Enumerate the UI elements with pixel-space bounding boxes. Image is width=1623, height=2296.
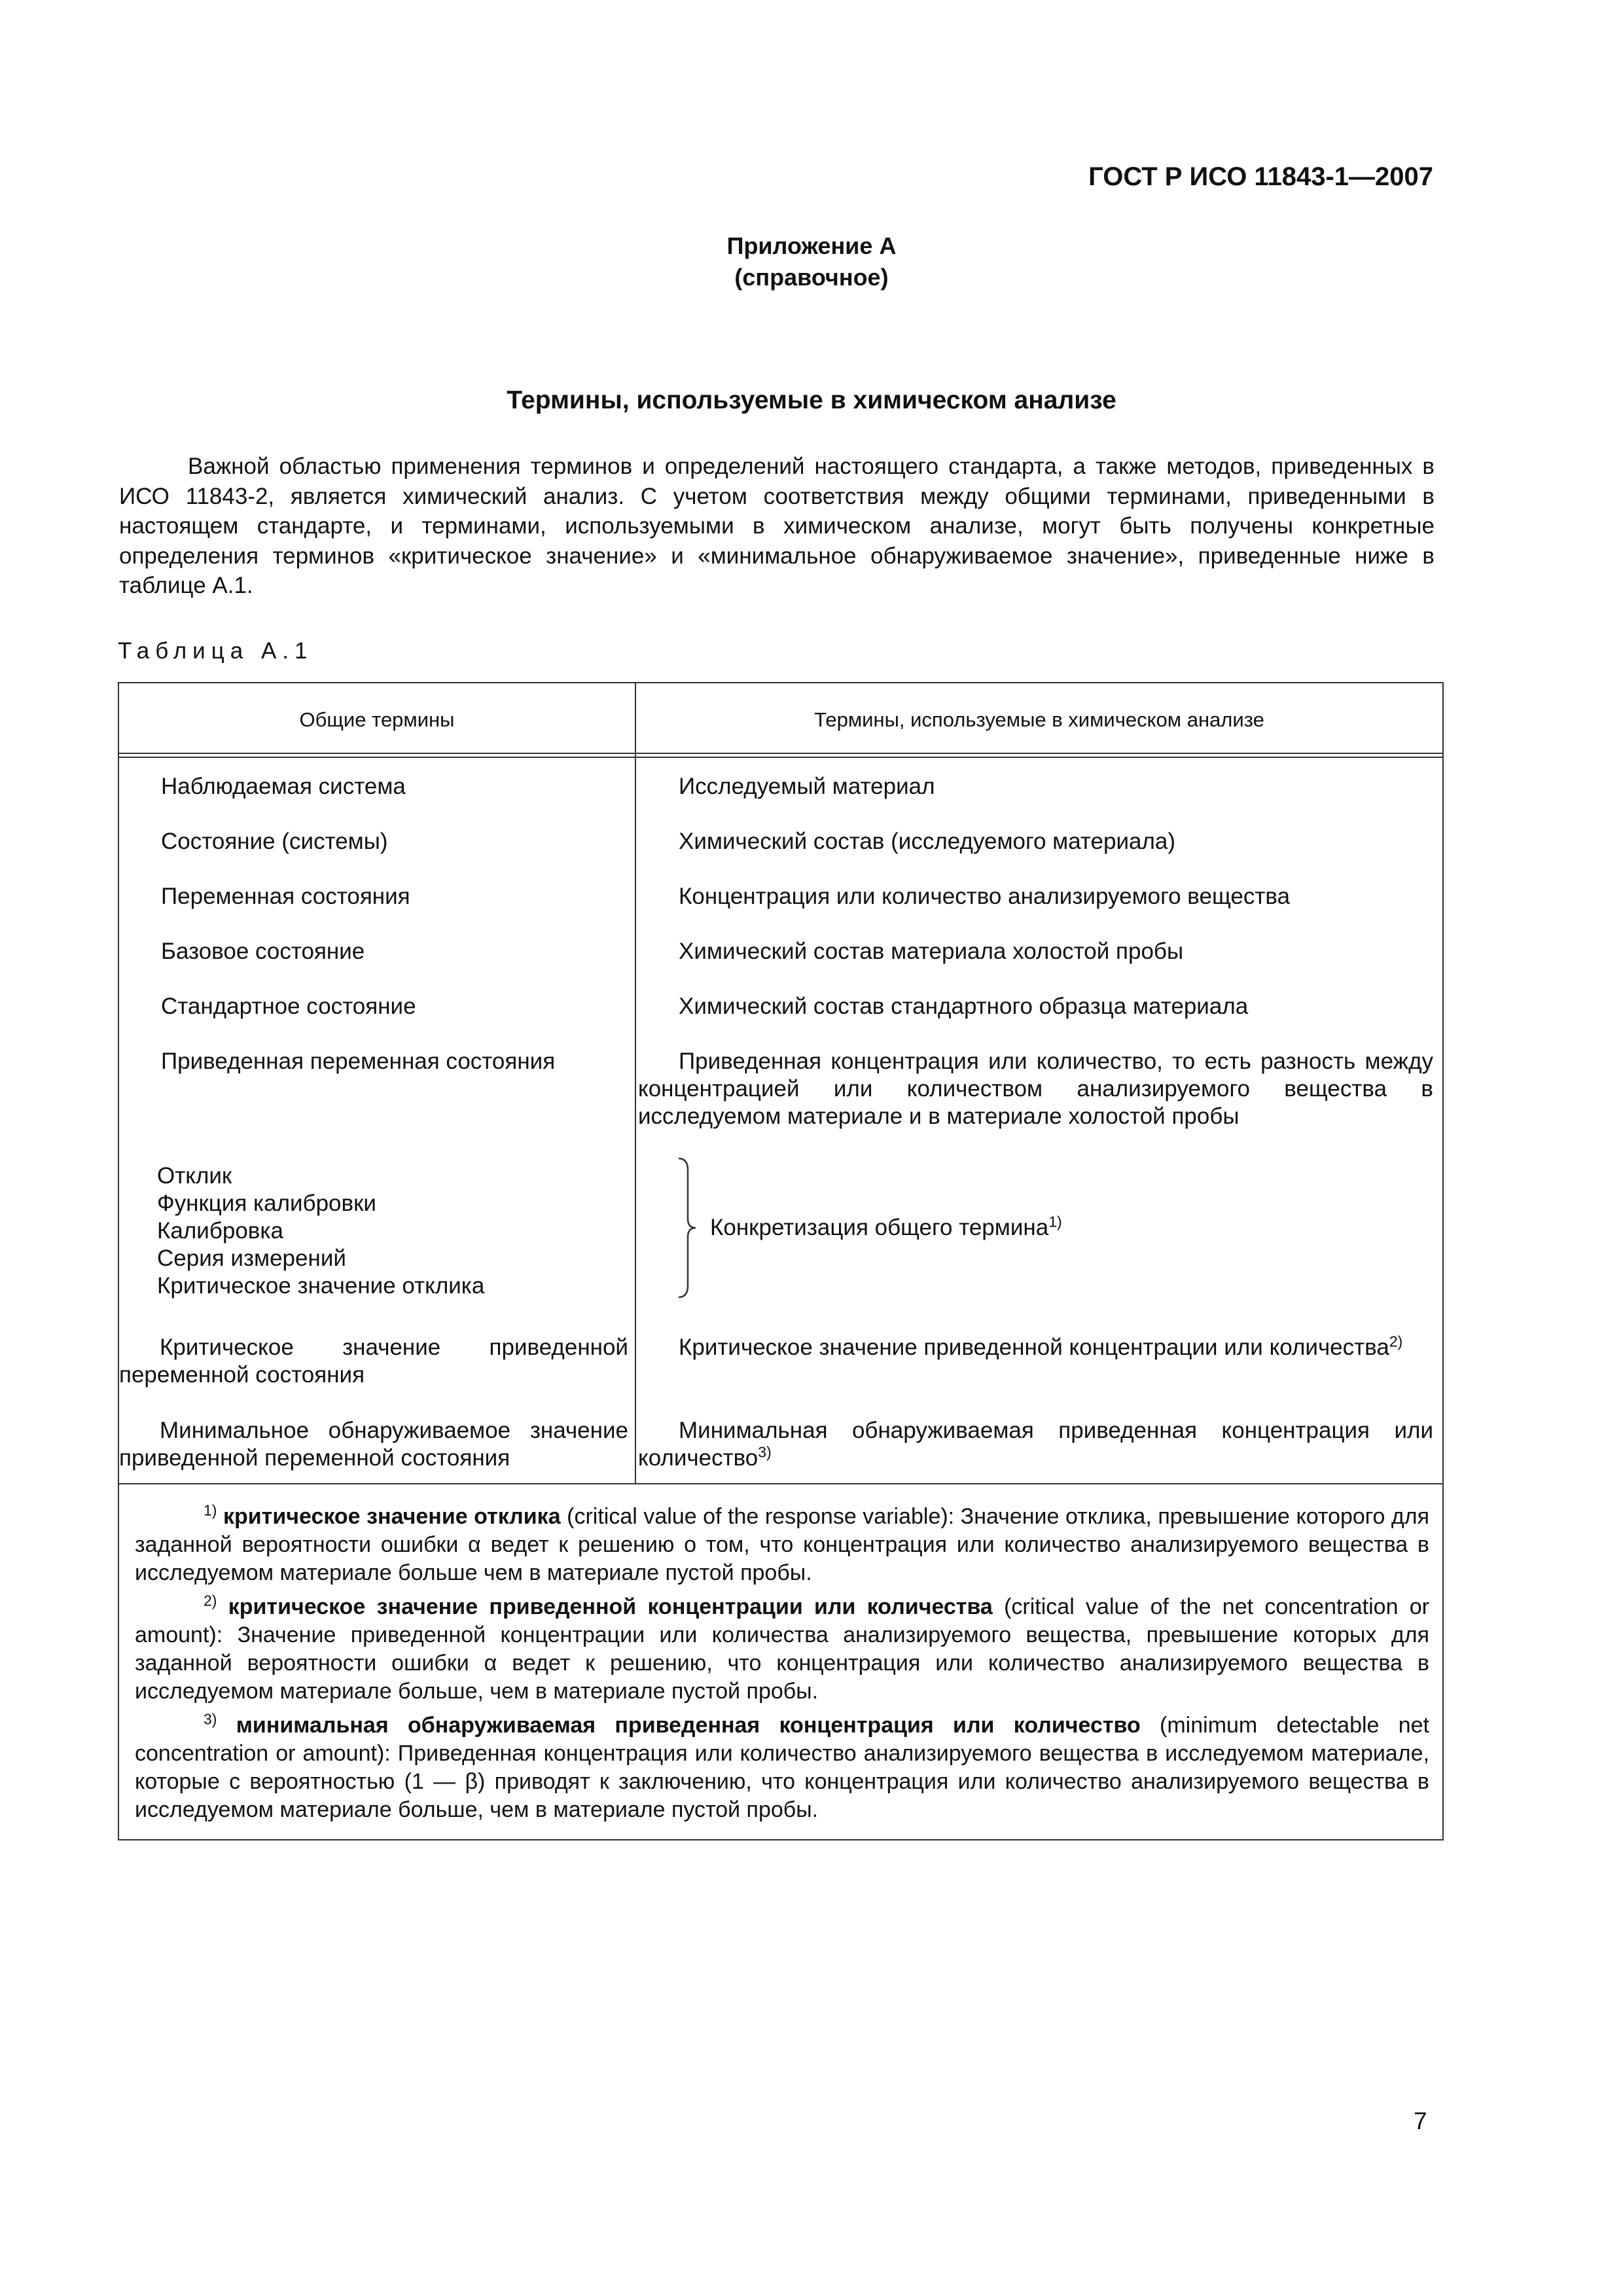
row-critical-general: Критическое значение приведенной переменной состояния: [119, 1335, 628, 1388]
row-chemical-term: Концентрация или количество анализируемого вещества: [679, 884, 1291, 909]
row-minimal-chemical-text: Минимальная обнаруживаемая приведенная концентрация или количество: [638, 1418, 1433, 1471]
footnote-ref-1: 1): [1048, 1213, 1062, 1230]
footnote-text: (minimum detectable net concentration or amount): Приведенная концентрация или количество анализируемого вещества в исследуемом материале, которые с вероятностью (1 — β) приводят к заключению, что концентрация или количество анализируемого вещества в исследуемом материале больше, чем в материале пустой пробы.: [135, 1713, 1430, 1822]
footnote-mark: 2): [204, 1592, 217, 1609]
footnote-1: [135, 1503, 1429, 1587]
table-header-rule-double: [118, 757, 1444, 758]
row-general-term: Стандартное состояние: [161, 994, 416, 1019]
row-critical-chemical: [638, 1334, 1433, 1361]
row-chemical-term: Исследуемый материал: [679, 774, 935, 799]
row-general-term: Наблюдаемая система: [161, 774, 406, 799]
footnote-ref-2: 2): [1389, 1333, 1403, 1350]
group-term: Калибровка: [157, 1218, 283, 1244]
group-term: Серия измерений: [157, 1246, 346, 1271]
row-critical-chemical-text: Критическое значение приведенной концентрации или количества: [679, 1335, 1389, 1360]
annex-heading: [0, 230, 1623, 293]
row-general-term: Переменная состояния: [161, 884, 410, 909]
table-column-divider: [635, 682, 636, 1484]
annex-status: (справочное): [734, 264, 889, 291]
table-header-rule: [118, 753, 1444, 754]
group-specification: [710, 1214, 1062, 1242]
footnote-2: [135, 1593, 1429, 1706]
footnote-mark: 1): [204, 1501, 217, 1519]
footnote-term: критическое значение приведенной концентрации или количества: [228, 1594, 993, 1619]
column-header-chemical: Термины, используемые в химическом анализе: [814, 708, 1264, 731]
group-term: Критическое значение отклика: [157, 1273, 485, 1299]
footnote-term: минимальная обнаруживаемая приведенная концентрация или количество: [236, 1713, 1141, 1738]
footnote-mark: 3): [204, 1710, 217, 1728]
group-specification-label: Конкретизация общего термина: [710, 1215, 1049, 1240]
group-term: Функция калибровки: [157, 1191, 376, 1216]
table-caption: Таблица А.1: [118, 638, 313, 664]
row-minimal-chemical: [638, 1417, 1433, 1472]
page-number: 7: [1414, 2108, 1427, 2134]
document-code: ГОСТ Р ИСО 11843-1—2007: [1088, 162, 1433, 191]
group-term: Отклик: [157, 1163, 232, 1189]
table-footnote-rule: [118, 1483, 1444, 1484]
footnote-text: (critical value of the net concentration or amount): Значение приведенной концентрации или количества анализируемого вещества, превышение которых для заданной вероятности ошибки α ведет к решению, что концентрация или количество анализируемого вещества в исследуемом материале больше, чем в материале пустой пробы.: [135, 1594, 1429, 1704]
row-chemical-term: Химический состав стандартного образца материала: [679, 994, 1249, 1019]
row-chemical-term: Приведенная концентрация или количество, то есть разность между концентрацией или количеством анализируемого вещества в исследуемом материале и в материале холостой пробы: [638, 1049, 1433, 1129]
footnote-term: критическое значение отклика: [223, 1504, 561, 1529]
annex-label: Приложение А: [726, 232, 897, 259]
footnote-ref-3: 3): [758, 1443, 772, 1461]
column-header-general: Общие термины: [299, 708, 455, 731]
group-term-list: [157, 1162, 484, 1300]
annex-title: Термины, используемые в химическом анализе: [507, 386, 1116, 414]
row-general-term: Состояние (системы): [161, 829, 388, 854]
row-general-term: Приведенная переменная состояния: [161, 1049, 556, 1074]
row-chemical-term: Химический состав (исследуемого материала): [679, 829, 1176, 854]
row-general-term: Базовое состояние: [161, 939, 365, 964]
right-brace-icon: [677, 1157, 697, 1299]
row-minimal-general: Минимальное обнаруживаемое значение приведенной переменной состояния: [119, 1418, 628, 1471]
row-chemical-term: Химический состав материала холостой пробы: [679, 939, 1184, 964]
footnote-text: (critical value of the response variable): Значение отклика, превышение которого для заданной вероятности ошибки α ведет к решению о том, что концентрация или количество анализируемого вещества в исследуемом материале больше чем в материале пустой пробы.: [135, 1504, 1429, 1585]
intro-paragraph: Важной областью применения терминов и определений настоящего стандарта, а также методов, приведенных в ИСО 11843-2, является химический анализ. С учетом соответствия между общими терминами, приведенными в настоящем стандарте, и терминами, используемыми в химическом анализе, могут быть получены конкретные определения терминов «критическое значение» и «минимальное обнаруживаемое значение», приведенные ниже в таблице А.1.: [119, 454, 1435, 598]
footnote-3: [135, 1712, 1429, 1824]
